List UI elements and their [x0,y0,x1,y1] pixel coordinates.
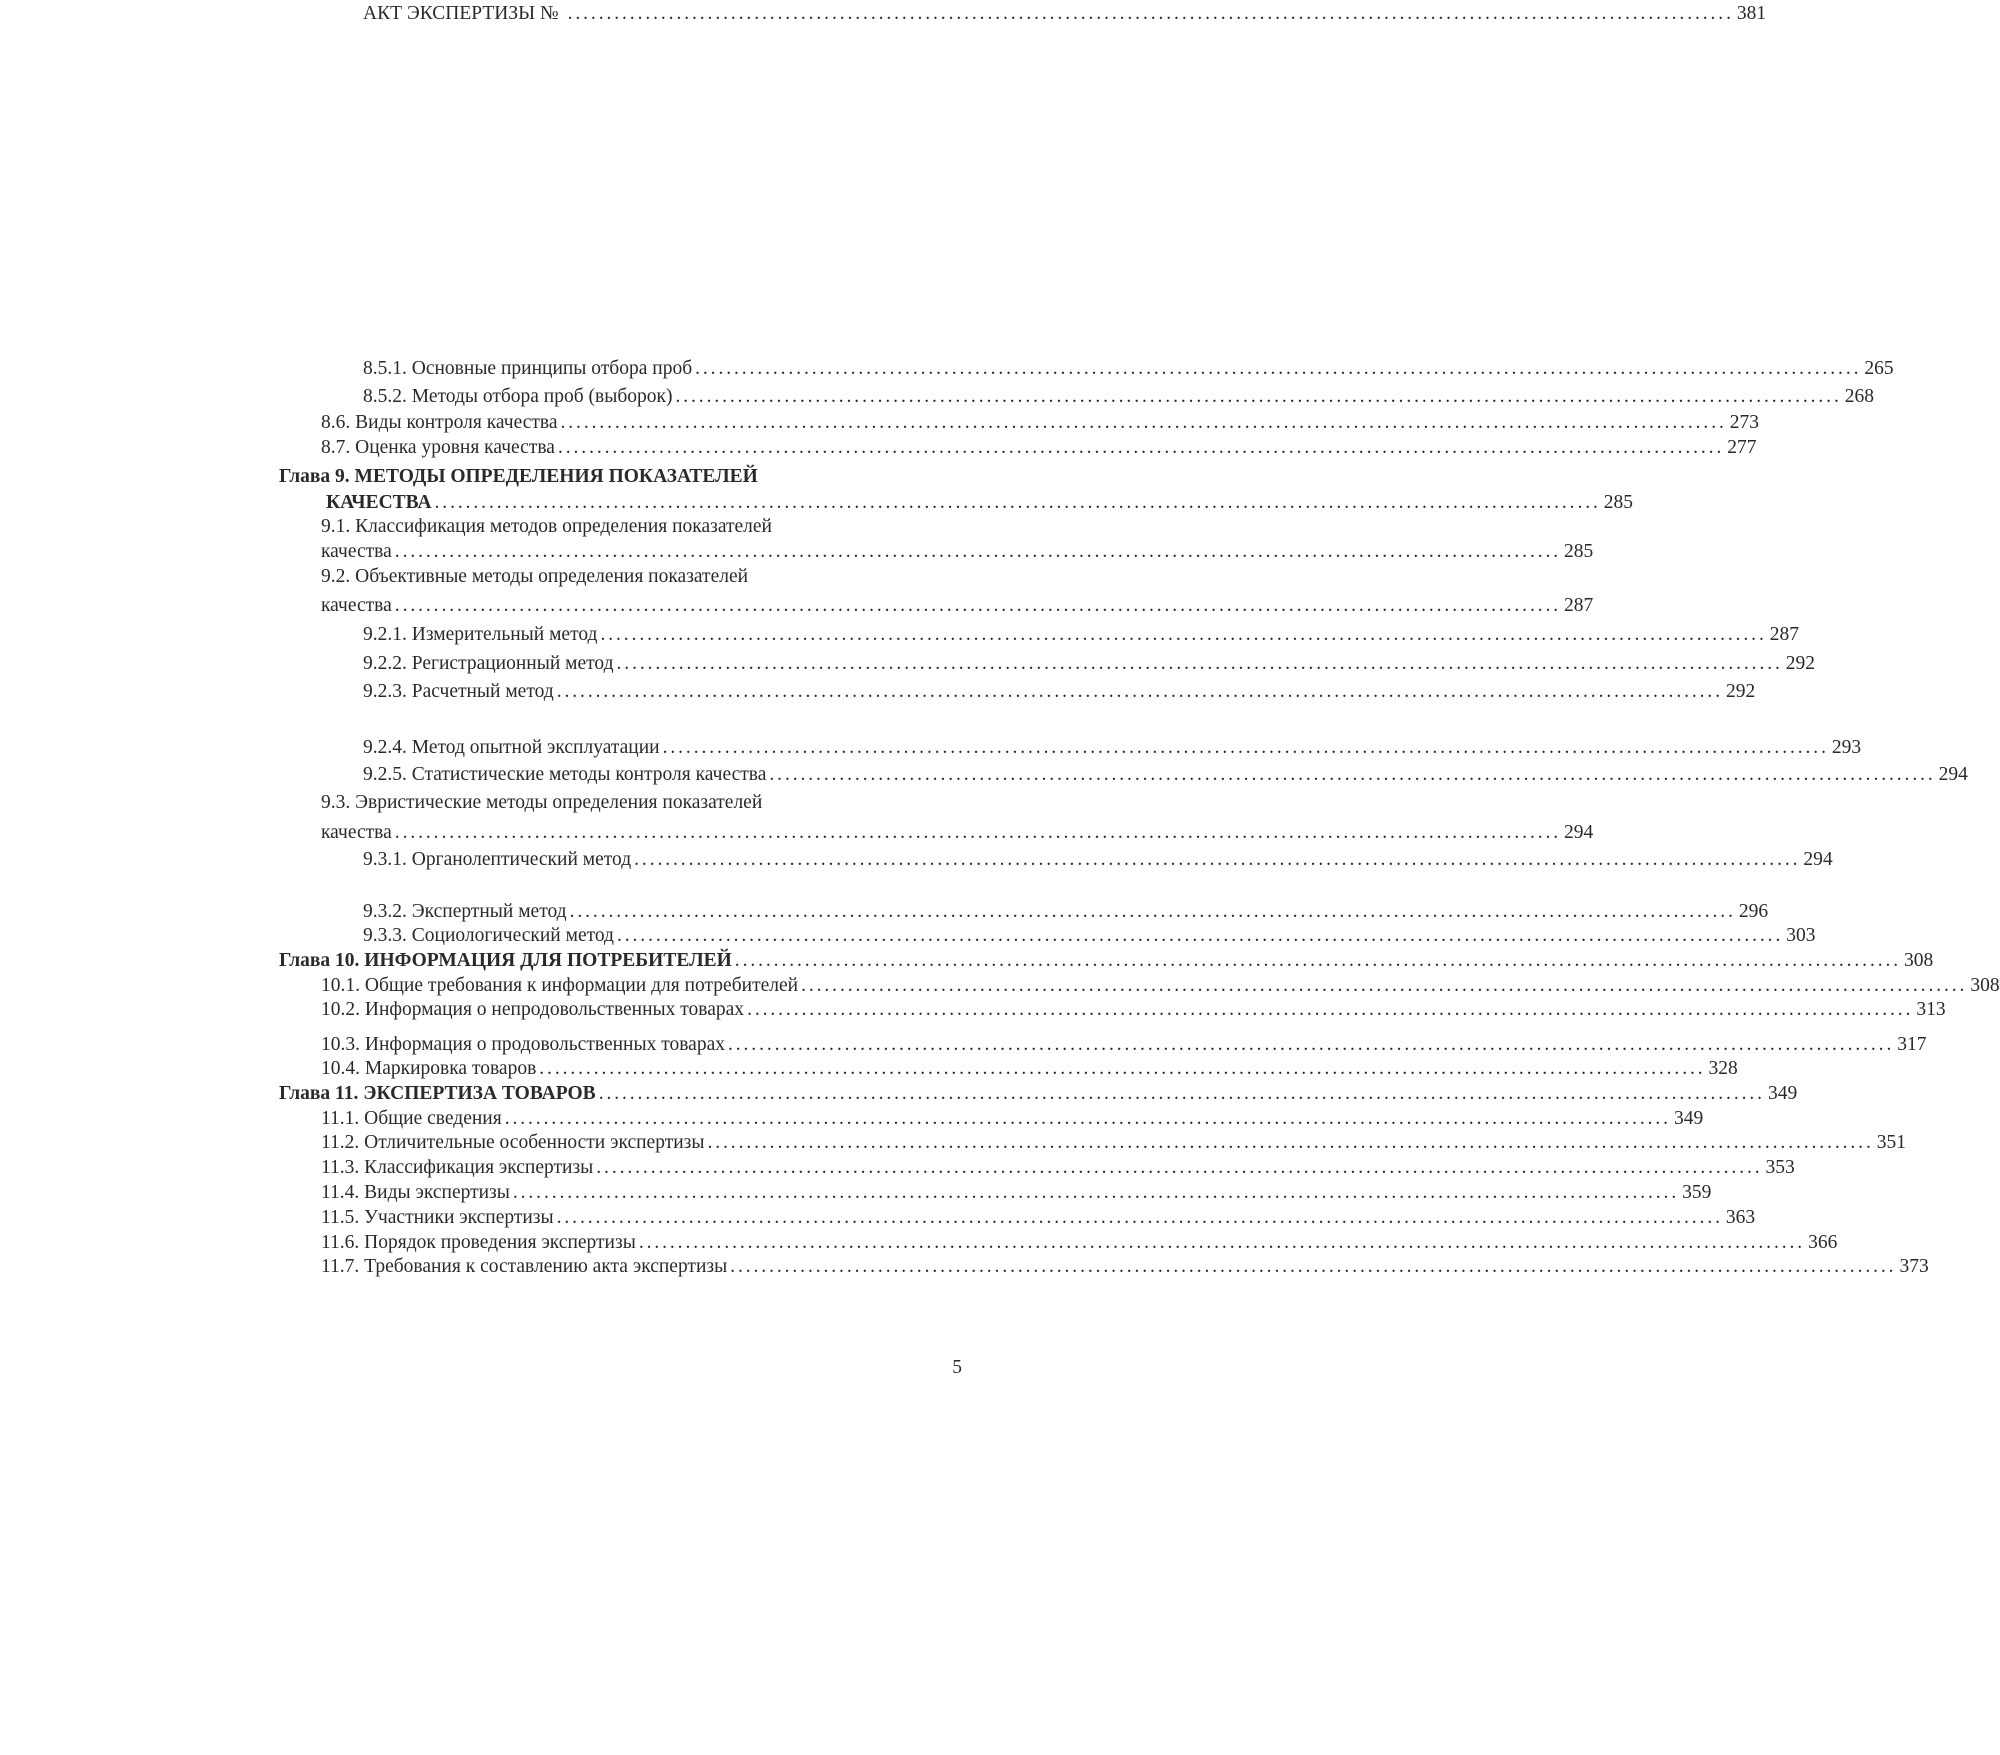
page-ref: 287 [1564,595,1594,616]
entry-line [363,762,1968,788]
entry-line [363,0,1767,27]
dot-leader: ...................................................................................................................................................... [539,1058,1706,1079]
dot-leader: ...................................................................................................................................................... [638,1232,1806,1253]
page-ref: 287 [1769,624,1799,645]
entry-text: 9.2.2. Регистрационный метод [363,653,614,674]
page-ref: 303 [1786,925,1816,946]
entry-line [363,622,1799,648]
toc-entry [0,1056,1738,1082]
entry-line [363,679,1756,705]
entry-text: 9.3. Эвристические методы определения показателей [321,792,763,813]
dot-leader: ...................................................................................................................................................... [769,764,1936,785]
entry-line [321,593,1594,619]
dot-leader: ...................................................................................................................................................... [634,849,1801,870]
chapter-title [0,464,1241,490]
dot-leader: ...................................................................................................................................................... [556,681,1723,702]
page-ref: 349 [1673,1108,1704,1129]
toc-entry [0,1032,1927,1058]
dot-leader: ...................................................................................................................................................... [707,1132,1874,1153]
entry-text: АКТ ЭКСПЕРТИЗЫ № [363,3,559,24]
page-ref: 285 [1564,541,1594,562]
page-ref: 265 [1864,358,1894,379]
entry-line [321,1180,1712,1206]
toc-entry [0,847,1833,873]
entry-line [321,973,2000,999]
page-ref: 268 [1844,386,1874,407]
entry-text: 11.5. Участники экспертизы [321,1207,554,1228]
entry-text: 9.2. Объективные методы определения показателей [321,566,749,587]
page-ref: 381 [1736,3,1767,24]
entry-line [321,997,1946,1023]
toc-entry [0,948,1934,974]
entry-continuation: качества [321,822,392,843]
entry-line [363,384,1874,410]
entry-text: 9.3.3. Социологический метод [363,925,614,946]
page-ref: 359 [1682,1182,1712,1203]
dot-leader: ...................................................................................................................................................... [556,1207,1723,1228]
entry-line [363,651,1816,677]
page-ref: 317 [1897,1034,1927,1055]
page-ref: 353 [1765,1157,1795,1178]
entry-text: 9.1. Классификация методов определения показателей [321,516,772,537]
entry-line [321,1254,1929,1280]
entry-line [321,435,1757,461]
toc-entry [0,1155,1795,1181]
page-ref: 363 [1725,1207,1756,1228]
entry-line [321,1130,1906,1156]
entry-continuation: КАЧЕСТВА [326,492,432,513]
dot-leader: ...................................................................................................................................................... [504,1108,1671,1129]
entry-text: 9.2.3. Расчетный метод [363,681,554,702]
dot-leader: ...................................................................................................................................................... [598,1083,1765,1104]
entry-text: Глава 10. ИНФОРМАЦИЯ ДЛЯ ПОТРЕБИТЕЛЕЙ [279,950,732,971]
dot-leader: ...................................................................................................................................................... [616,653,1783,674]
toc-entry [0,1205,1756,1231]
toc-entry [0,410,1759,436]
page-ref: 373 [1899,1256,1929,1277]
dot-leader: ...................................................................................................................................................... [662,737,1829,758]
dot-leader: ...................................................................................................................................................... [394,541,1562,562]
entry-line [363,847,1833,873]
page-ref: 292 [1725,681,1756,702]
entry-line [363,735,1862,761]
page-ref: 296 [1738,901,1769,922]
page-ref: 294 [1803,849,1833,870]
page-ref: 293 [1831,737,1862,758]
entry-text: 11.7. Требования к составлению акта экспертизы [321,1256,728,1277]
toc-entry [0,539,1594,565]
toc-entry [0,997,1946,1023]
toc-entry [0,651,1816,677]
entry-line [363,923,1816,949]
dot-leader: ...................................................................................................................................................... [434,492,1601,513]
page-ref: 328 [1708,1058,1738,1079]
dot-leader: ...................................................................................................................................................... [596,1157,1763,1178]
page-ref: 308 [1904,950,1934,971]
entry-text: 11.6. Порядок проведения экспертизы [321,1232,636,1253]
dot-leader: ...................................................................................................................................................... [747,999,1914,1020]
dot-leader: ...................................................................................................................................................... [569,901,1736,922]
toc-entry [0,899,1769,925]
section-title [0,514,1241,540]
toc-entry [0,973,2000,999]
page-ref: 294 [1564,822,1594,843]
entry-text: 11.4. Виды экспертизы [321,1182,510,1203]
toc-entry [0,1230,1838,1256]
page-ref: 349 [1767,1083,1798,1104]
entry-text: 8.6. Виды контроля качества [321,412,558,433]
toc-entry [0,356,1894,382]
entry-text: 11.2. Отличительные особенности экспертизы [321,1132,705,1153]
dot-leader: ...................................................................................................................................................... [394,822,1562,843]
entry-line [363,356,1894,382]
entry-text: 9.2.5. Статистические методы контроля качества [363,764,767,785]
entry-text: 10.1. Общие требования к информации для потребителей [321,975,799,996]
page-ref: 294 [1938,764,1968,785]
dot-leader: ...................................................................................................................................................... [557,437,1725,458]
entry-text: 9.2.4. Метод опытной эксплуатации [363,737,660,758]
toc-entry [0,820,1594,846]
page-ref: 285 [1603,492,1634,513]
dot-leader: ...................................................................................................................................................... [600,624,1767,645]
toc-entry [0,679,1756,705]
section-title [0,790,1241,816]
dot-leader: ...................................................................................................................................................... [616,925,1784,946]
toc-entry [0,1254,1929,1280]
toc-entry [0,384,1874,410]
entry-text: 10.3. Информация о продовольственных товарах [321,1034,725,1055]
entry-text: 11.3. Классификация экспертизы [321,1157,594,1178]
dot-leader: ...................................................................................................................................................... [512,1182,1680,1203]
entry-continuation: качества [321,541,392,562]
entry-continuation: качества [321,595,392,616]
dot-leader: ...................................................................................................................................................... [730,1256,1897,1277]
toc-entry [0,490,1634,516]
page-ref: 308 [1970,975,2000,996]
toc-entry [0,1130,1906,1156]
page-ref: 277 [1727,437,1757,458]
section-title [0,564,1241,590]
entry-text: 9.3.2. Экспертный метод [363,901,567,922]
toc-entry [0,622,1799,648]
entry-text: 9.2.1. Измерительный метод [363,624,598,645]
toc-entry [0,593,1594,619]
dot-leader: ...................................................................................................................................................... [727,1034,1895,1055]
entry-line [321,539,1594,565]
entry-text: 8.5.2. Методы отбора проб (выборок) [363,386,673,407]
toc-entry [0,923,1816,949]
toc-entry [0,1081,1798,1107]
entry-line [321,1032,1927,1058]
page-number: 5 [952,1357,962,1378]
dot-leader: ...................................................................................................................................................... [567,3,1734,24]
page-ref: 273 [1729,412,1759,433]
dot-leader: ...................................................................................................................................................... [560,412,1727,433]
page-ref: 313 [1916,999,1946,1020]
entry-line [321,1155,1795,1181]
entry-text: 10.4. Маркировка товаров [321,1058,537,1079]
toc-entry [0,762,1968,788]
entry-line [321,1205,1756,1231]
dot-leader: ...................................................................................................................................................... [695,358,1862,379]
dot-leader: ...................................................................................................................................................... [801,975,1968,996]
entry-line [279,948,1934,974]
entry-line [279,1081,1798,1107]
toc-entry [0,1106,1704,1132]
page-ref: 351 [1876,1132,1906,1153]
entry-line [321,410,1759,436]
entry-text: 9.3.1. Органолептический метод [363,849,632,870]
page-ref: 366 [1808,1232,1838,1253]
entry-text: 8.7. Оценка уровня качества [321,437,555,458]
entry-text: Глава 9. МЕТОДЫ ОПРЕДЕЛЕНИЯ ПОКАЗАТЕЛЕЙ [279,466,758,487]
entry-text: 8.5.1. Основные принципы отбора проб [363,358,693,379]
toc-entry [0,0,1767,26]
page-ref: 292 [1785,653,1816,674]
entry-line [326,490,1634,516]
entry-line [321,1230,1838,1256]
entry-text: 10.2. Информация о непродовольственных товарах [321,999,745,1020]
toc-entry [0,735,1862,761]
toc-entry [0,435,1757,461]
dot-leader: ...................................................................................................................................................... [675,386,1842,407]
dot-leader: ...................................................................................................................................................... [734,950,1902,971]
toc-entry [0,1180,1712,1206]
entry-line [363,899,1769,925]
entry-line [321,820,1594,846]
entry-text: 11.1. Общие сведения [321,1108,502,1129]
entry-text: Глава 11. ЭКСПЕРТИЗА ТОВАРОВ [279,1083,596,1104]
dot-leader: ...................................................................................................................................................... [394,595,1562,616]
entry-line [321,1056,1738,1082]
entry-line [321,1106,1704,1132]
